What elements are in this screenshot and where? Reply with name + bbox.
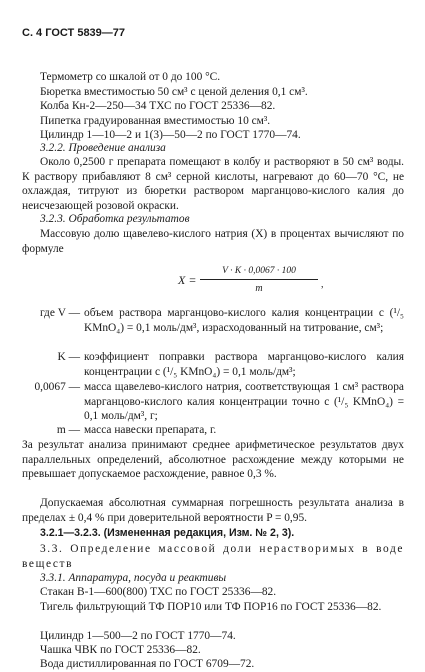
- formula-trailing: ,: [321, 279, 324, 290]
- error-paragraph: Допускаемая абсолютная суммарная погрешность результата анализа в пределах ± 0,4 % при доверительной вероятности P = 0,95.: [22, 497, 404, 524]
- section-3-2-3-text: Массовую долю щавелево-кислого натрия (X) в процентах вычисляют по формуле: [22, 228, 404, 255]
- apparatus-line: Пипетка градуированная вместимостью 10 см³.: [40, 114, 271, 127]
- apparatus-line: Бюретка вместимостью 50 см³ с ценой деления 0,1 см³.: [40, 85, 308, 98]
- definition-v: [22, 306, 404, 335]
- section-3-3-title: 3.3. Определение массовой доли нерастворимых в воде веществ: [22, 543, 404, 570]
- definition-m: [22, 423, 404, 438]
- fraction-bar: [200, 279, 318, 280]
- equipment-line: Стакан В-1—600(800) ТХС по ГОСТ 25336—82.: [40, 586, 277, 598]
- section-3-2-2-title: 3.2.2. Проведение анализа: [40, 142, 166, 154]
- formula-denominator: m: [255, 283, 263, 294]
- formula-numerator: V · K · 0,0067 · 100: [222, 266, 296, 276]
- equipment-list-cont: [22, 629, 422, 644]
- definition-term: где V —: [39, 307, 80, 319]
- definition-text: объем раствора марганцово-кислого калия концентрации c (¹/₅ KMnO₄) = 0,1 моль/дм³, израсходованный на титрование, см³;: [84, 307, 404, 334]
- formula: [178, 264, 328, 300]
- equipment-line: Чашка ЧВК по ГОСТ 25336—82.: [40, 644, 201, 656]
- page-header: С. 4 ГОСТ 5839—77: [22, 27, 126, 39]
- apparatus-line: Термометр со шкалой от 0 до 100 °С.: [40, 71, 221, 83]
- equipment-line: Тигель фильтрующий ТФ ПОР10 или ТФ ПОР16 по ГОСТ 25336—82.: [40, 600, 382, 613]
- equipment-line: Вода дистиллированная по ГОСТ 6709—72.: [40, 658, 255, 670]
- section-3-3-1-title: 3.3.1. Аппаратура, посуда и реактивы: [40, 572, 227, 584]
- definition-text: коэффициент поправки раствора марганцово-кислого калия концентрации c (¹/₅ KMnO₄) = 0,1 моль/дм³;: [84, 351, 404, 378]
- definition-term: 0,0067 —: [34, 381, 80, 393]
- definition-const: [22, 380, 404, 424]
- equipment-list-cont3: [22, 657, 422, 672]
- apparatus-line: Колба Кн-2—250—34 ТХС по ГОСТ 25336—82.: [40, 100, 276, 112]
- definition-k: [22, 350, 404, 379]
- apparatus-list: [22, 70, 422, 143]
- equipment-list: [22, 585, 404, 614]
- definition-term: m —: [56, 424, 80, 436]
- section-3-2-2-text: Около 0,2500 г препарата помещают в колбу и растворяют в 50 см³ воды. К раствору прибавляют 8 см³ серной кислоты, нагревают до 60—70 °С, не охлаждая, титруют из бюретки раствором марганцово-кислого калия до неисчезающей розовой окраски.: [22, 156, 404, 212]
- section-3-2-3-title: 3.2.3. Обработка результатов: [40, 213, 190, 225]
- amendment-note: 3.2.1—3.2.3. (Измененная редакция, Изм. № 2, 3).: [40, 527, 295, 539]
- definition-text: масса щавелево-кислого натрия, соответствующая 1 см³ раствора марганцово-кислого калия концентрации точно c (¹/₅ KMnO₄) = 0,1 моль/дм³, г;: [84, 381, 404, 422]
- definition-text: масса навески препарата, г.: [84, 424, 217, 436]
- formula-lhs: X =: [178, 273, 197, 287]
- equipment-list-cont2: [22, 643, 422, 658]
- result-paragraph: За результат анализа принимают среднее арифметическое результатов двух параллельных определений, абсолютное расхождение между которыми не превышает допускаемое расхождение, равное 0,3 %.: [22, 439, 404, 480]
- equipment-line: Цилиндр 1—500—2 по ГОСТ 1770—74.: [40, 630, 236, 642]
- definition-term: K —: [57, 351, 80, 363]
- apparatus-line: Цилиндр 1—10—2 и 1(3)—50—2 по ГОСТ 1770—74.: [40, 129, 301, 141]
